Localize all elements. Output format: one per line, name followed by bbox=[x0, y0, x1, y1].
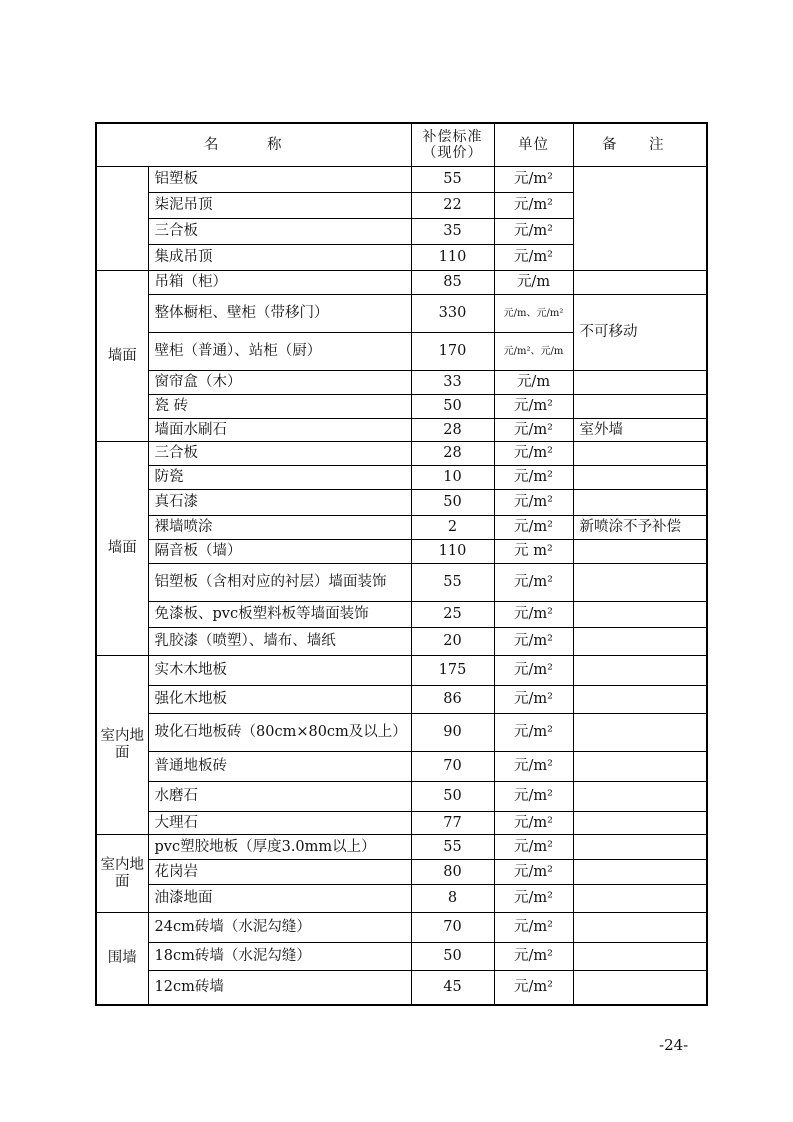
item-name: 水磨石 bbox=[148, 782, 411, 812]
table-row bbox=[96, 490, 707, 516]
item-note bbox=[573, 835, 707, 860]
table-header bbox=[96, 123, 707, 167]
item-unit: 元/m² bbox=[494, 442, 573, 466]
item-note bbox=[573, 371, 707, 395]
item-price: 110 bbox=[411, 540, 494, 564]
item-price: 35 bbox=[411, 219, 494, 245]
item-name: 油漆地面 bbox=[148, 885, 411, 913]
item-price: 50 bbox=[411, 782, 494, 812]
item-unit: 元/m² bbox=[494, 564, 573, 602]
item-name: 三合板 bbox=[148, 442, 411, 466]
header-price bbox=[411, 123, 494, 167]
item-unit: 元/m² bbox=[494, 167, 573, 193]
item-name: 壁柜（普通）、站柜（厨） bbox=[148, 333, 411, 371]
item-unit: 元/m² bbox=[494, 686, 573, 714]
item-name: 吊箱（柜） bbox=[148, 271, 411, 295]
table-row bbox=[96, 167, 707, 193]
category-cell: 室内地面 bbox=[96, 835, 148, 913]
item-unit: 元/m² bbox=[494, 656, 573, 686]
table-row bbox=[96, 860, 707, 885]
table-row bbox=[96, 516, 707, 540]
item-price: 90 bbox=[411, 714, 494, 752]
item-name: 隔音板（墙） bbox=[148, 540, 411, 564]
header-name: 名 称 bbox=[96, 123, 411, 167]
table-row bbox=[96, 419, 707, 442]
table-body bbox=[96, 167, 707, 1005]
item-name: 三合板 bbox=[148, 219, 411, 245]
table-row bbox=[96, 714, 707, 752]
item-price: 33 bbox=[411, 371, 494, 395]
item-price: 70 bbox=[411, 752, 494, 782]
item-unit: 元/m² bbox=[494, 245, 573, 271]
item-unit: 元/m² bbox=[494, 835, 573, 860]
table-row bbox=[96, 686, 707, 714]
item-price: 77 bbox=[411, 812, 494, 835]
table-row bbox=[96, 564, 707, 602]
item-note bbox=[573, 442, 707, 466]
item-name: 窗帘盒（木） bbox=[148, 371, 411, 395]
item-name: 防瓷 bbox=[148, 466, 411, 490]
table-row bbox=[96, 295, 707, 333]
item-note bbox=[573, 885, 707, 913]
item-note bbox=[573, 564, 707, 602]
item-price: 110 bbox=[411, 245, 494, 271]
page-number: -24- bbox=[659, 1036, 689, 1054]
item-note bbox=[573, 602, 707, 628]
item-note bbox=[573, 490, 707, 516]
item-name: 瓷 砖 bbox=[148, 395, 411, 419]
item-unit: 元/m² bbox=[494, 628, 573, 656]
item-name: 乳胶漆（喷塑）、墙布、墙纸 bbox=[148, 628, 411, 656]
item-name: 铝塑板（含相对应的衬层）墙面装饰 bbox=[148, 564, 411, 602]
table-row bbox=[96, 466, 707, 490]
item-unit: 元/m² bbox=[494, 812, 573, 835]
item-price: 55 bbox=[411, 564, 494, 602]
item-name: 免漆板、pvc板塑料板等墙面装饰 bbox=[148, 602, 411, 628]
item-name: 集成吊顶 bbox=[148, 245, 411, 271]
item-price: 10 bbox=[411, 466, 494, 490]
item-unit: 元/m bbox=[494, 371, 573, 395]
item-name: 整体橱柜、壁柜（带移门） bbox=[148, 295, 411, 333]
item-name: pvc塑胶地板（厚度3.0mm以上） bbox=[148, 835, 411, 860]
item-price: 55 bbox=[411, 835, 494, 860]
item-unit: 元/m² bbox=[494, 860, 573, 885]
item-unit: 元 m² bbox=[494, 540, 573, 564]
item-unit: 元/m² bbox=[494, 490, 573, 516]
item-note bbox=[573, 167, 707, 271]
item-price: 70 bbox=[411, 913, 494, 943]
item-name: 实木木地板 bbox=[148, 656, 411, 686]
item-name: 大理石 bbox=[148, 812, 411, 835]
item-price: 28 bbox=[411, 419, 494, 442]
item-price: 20 bbox=[411, 628, 494, 656]
item-note bbox=[573, 752, 707, 782]
item-unit: 元/m² bbox=[494, 395, 573, 419]
item-name: 裸墙喷涂 bbox=[148, 516, 411, 540]
item-unit: 元/m² bbox=[494, 782, 573, 812]
item-unit: 元/m² bbox=[494, 419, 573, 442]
header-price-line1: 补偿标准 bbox=[422, 129, 483, 145]
table-row bbox=[96, 913, 707, 943]
table-row bbox=[96, 371, 707, 395]
item-unit: 元/m² bbox=[494, 219, 573, 245]
item-name: 玻化石地板砖（80cm×80cm及以上） bbox=[148, 714, 411, 752]
item-price: 55 bbox=[411, 167, 494, 193]
category-cell: 室内地面 bbox=[96, 656, 148, 835]
item-unit: 元/m² bbox=[494, 943, 573, 971]
item-note bbox=[573, 782, 707, 812]
header-row bbox=[96, 123, 707, 167]
header-unit: 单位 bbox=[494, 123, 573, 167]
item-price: 50 bbox=[411, 395, 494, 419]
item-unit: 元/m² bbox=[494, 516, 573, 540]
item-name: 柒泥吊顶 bbox=[148, 193, 411, 219]
item-price: 25 bbox=[411, 602, 494, 628]
item-note bbox=[573, 686, 707, 714]
item-unit: 元/m² bbox=[494, 971, 573, 1005]
category-cell: 围墙 bbox=[96, 913, 148, 1005]
item-note bbox=[573, 271, 707, 295]
category-cell bbox=[96, 167, 148, 271]
item-unit: 元/m² bbox=[494, 466, 573, 490]
item-name: 墙面水刷石 bbox=[148, 419, 411, 442]
table-row bbox=[96, 395, 707, 419]
item-note: 室外墙 bbox=[573, 419, 707, 442]
item-note bbox=[573, 860, 707, 885]
compensation-table bbox=[95, 122, 708, 1006]
item-price: 50 bbox=[411, 490, 494, 516]
item-unit: 元/m² bbox=[494, 752, 573, 782]
table-row bbox=[96, 271, 707, 295]
item-note bbox=[573, 943, 707, 971]
item-price: 2 bbox=[411, 516, 494, 540]
table-row bbox=[96, 782, 707, 812]
item-price: 8 bbox=[411, 885, 494, 913]
item-name: 18cm砖墙（水泥勾缝） bbox=[148, 943, 411, 971]
table-row bbox=[96, 628, 707, 656]
table-row bbox=[96, 656, 707, 686]
item-note bbox=[573, 971, 707, 1005]
item-unit: 元/m² bbox=[494, 602, 573, 628]
item-unit: 元/m、元/m² bbox=[494, 295, 573, 333]
item-name: 12cm砖墙 bbox=[148, 971, 411, 1005]
item-unit: 元/m bbox=[494, 271, 573, 295]
item-price: 28 bbox=[411, 442, 494, 466]
item-price: 80 bbox=[411, 860, 494, 885]
table-row bbox=[96, 835, 707, 860]
item-unit: 元/m² bbox=[494, 885, 573, 913]
item-price: 45 bbox=[411, 971, 494, 1005]
header-note: 备 注 bbox=[573, 123, 707, 167]
item-price: 330 bbox=[411, 295, 494, 333]
item-name: 铝塑板 bbox=[148, 167, 411, 193]
item-name: 强化木地板 bbox=[148, 686, 411, 714]
item-note bbox=[573, 812, 707, 835]
category-cell: 墙面 bbox=[96, 442, 148, 656]
item-name: 普通地板砖 bbox=[148, 752, 411, 782]
item-price: 175 bbox=[411, 656, 494, 686]
item-note bbox=[573, 395, 707, 419]
table-row bbox=[96, 971, 707, 1005]
item-price: 50 bbox=[411, 943, 494, 971]
item-note: 不可移动 bbox=[573, 295, 707, 371]
item-unit: 元/m²、元/m bbox=[494, 333, 573, 371]
item-price: 85 bbox=[411, 271, 494, 295]
item-name: 24cm砖墙（水泥勾缝） bbox=[148, 913, 411, 943]
item-note bbox=[573, 466, 707, 490]
item-note bbox=[573, 628, 707, 656]
item-unit: 元/m² bbox=[494, 714, 573, 752]
item-note bbox=[573, 656, 707, 686]
table-row bbox=[96, 812, 707, 835]
table-row bbox=[96, 752, 707, 782]
item-note bbox=[573, 540, 707, 564]
item-price: 22 bbox=[411, 193, 494, 219]
item-note bbox=[573, 714, 707, 752]
table-row bbox=[96, 540, 707, 564]
item-note bbox=[573, 913, 707, 943]
table-row bbox=[96, 885, 707, 913]
item-unit: 元/m² bbox=[494, 913, 573, 943]
item-unit: 元/m² bbox=[494, 193, 573, 219]
table-row bbox=[96, 602, 707, 628]
header-price-line2: （现价） bbox=[422, 145, 483, 161]
item-price: 170 bbox=[411, 333, 494, 371]
table-row bbox=[96, 442, 707, 466]
category-cell: 墙面 bbox=[96, 271, 148, 442]
item-name: 真石漆 bbox=[148, 490, 411, 516]
item-name: 花岗岩 bbox=[148, 860, 411, 885]
table-row bbox=[96, 943, 707, 971]
item-note: 新喷涂不予补偿 bbox=[573, 516, 707, 540]
item-price: 86 bbox=[411, 686, 494, 714]
